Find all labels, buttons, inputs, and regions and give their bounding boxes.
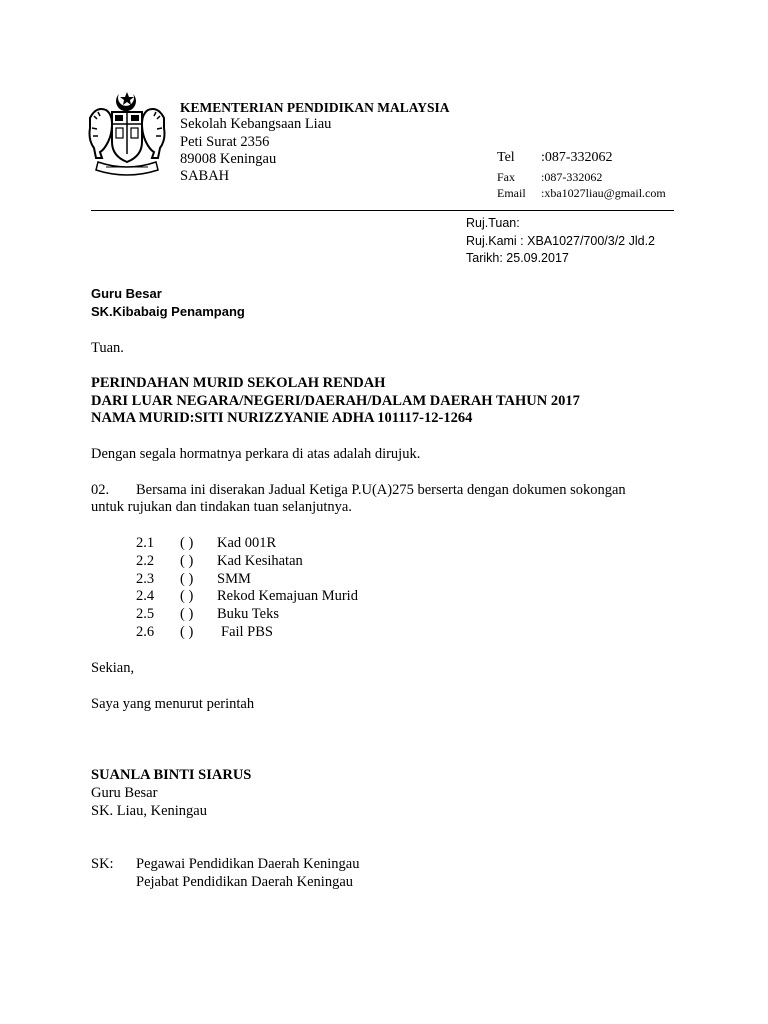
subject-line-1: PERINDAHAN MURID SEKOLAH RENDAH (91, 375, 386, 391)
checklist-num: 2.5 (136, 606, 155, 622)
paragraph-line-2: untuk rujukan dan tindakan tuan selanjutnya. (91, 499, 352, 515)
email-label: Email (497, 186, 526, 200)
signatory-school: SK. Liau, Keningau (91, 803, 207, 819)
school-name: Sekolah Kebangsaan Liau (180, 116, 332, 132)
email-value: :xba1027liau@gmail.com (541, 186, 666, 200)
checklist-label: Fail PBS (221, 624, 273, 640)
cc-line-2: Pejabat Pendidikan Daerah Keningau (136, 874, 354, 890)
closing: Sekian, (91, 660, 135, 676)
tel-value: :087-332062 (541, 150, 613, 165)
checklist-box: ( ) (180, 571, 194, 587)
letterhead-divider (91, 210, 674, 211)
cc-line-1: Pegawai Pendidikan Daerah Keningau (136, 856, 360, 872)
po-box: Peti Surat 2356 (180, 134, 270, 150)
recipient-school: SK.Kibabaig Penampang (91, 304, 245, 319)
signatory-name: SUANLA BINTI SIARUS (91, 767, 252, 783)
checklist-num: 2.2 (136, 553, 155, 569)
checklist-box: ( ) (180, 535, 194, 551)
signatory-position: Guru Besar (91, 785, 158, 801)
checklist-box: ( ) (180, 588, 194, 604)
checklist-num: 2.3 (136, 571, 155, 587)
ref-ruj-kami: Ruj.Kami : XBA1027/700/3/2 Jld.2 (466, 234, 656, 248)
checklist-label: Kad 001R (217, 535, 277, 551)
checklist-label: Rekod Kemajuan Murid (217, 588, 358, 604)
checklist-label: SMM (217, 571, 251, 587)
fax-value: :087-332062 (541, 170, 603, 184)
checklist-label: Buku Teks (217, 606, 279, 622)
checklist-box: ( ) (180, 624, 194, 640)
ministry-name: KEMENTERIAN PENDIDIKAN MALAYSIA (180, 100, 450, 115)
checklist-label: Kad Kesihatan (217, 553, 303, 569)
paragraph-line-1: Bersama ini diserakan Jadual Ketiga P.U(A)275 berserta dengan dokumen sokongan (136, 482, 626, 498)
coat-of-arms-logo (86, 88, 168, 176)
subject-line-3: NAMA MURID:SITI NURIZZYANIE ADHA 101117-12-1264 (91, 410, 473, 426)
fax-label: Fax (497, 170, 515, 184)
opening-sentence: Dengan segala hormatnya perkara di atas adalah dirujuk. (91, 446, 421, 462)
checklist-num: 2.1 (136, 535, 155, 551)
state: SABAH (180, 168, 230, 184)
postcode-city: 89008 Keningau (180, 151, 277, 167)
recipient-title: Guru Besar (91, 286, 162, 301)
tel-label: Tel (497, 150, 515, 165)
checklist-box: ( ) (180, 606, 194, 622)
cc-label: SK: (91, 856, 114, 872)
checklist-num: 2.6 (136, 624, 155, 640)
checklist-num: 2.4 (136, 588, 155, 604)
ref-date: Tarikh: 25.09.2017 (466, 251, 569, 265)
paragraph-number: 02. (91, 482, 110, 498)
closing-phrase: Saya yang menurut perintah (91, 696, 255, 712)
ref-ruj-tuan: Ruj.Tuan: (466, 216, 520, 230)
checklist-box: ( ) (180, 553, 194, 569)
salutation: Tuan. (91, 340, 124, 356)
subject-line-2: DARI LUAR NEGARA/NEGERI/DAERAH/DALAM DAERAH TAHUN 2017 (91, 393, 580, 409)
